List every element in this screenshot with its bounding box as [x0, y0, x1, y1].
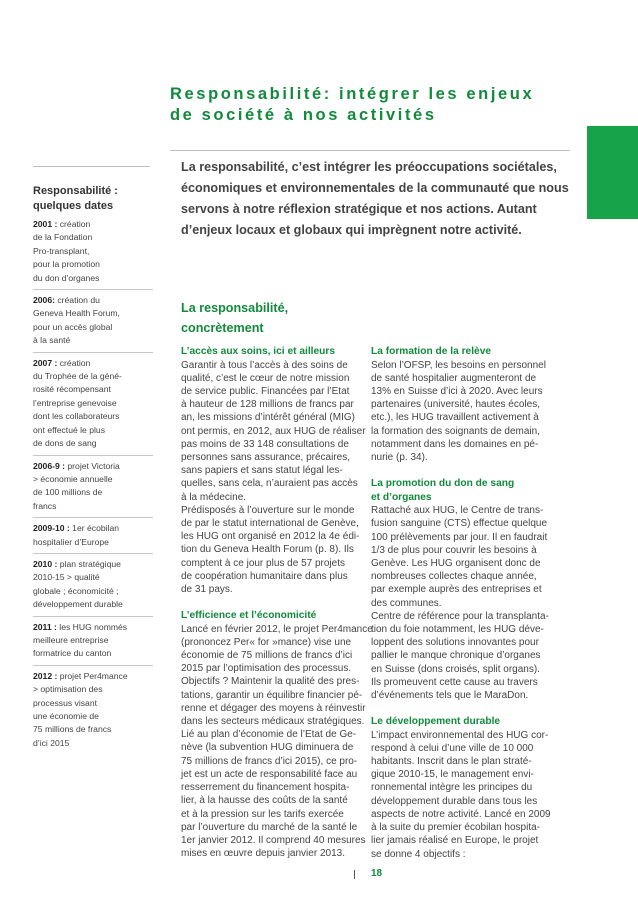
body-text-line: 13% en Suisse d’ici à 2020. Avec leurs [371, 385, 543, 397]
body-text-line: aspects de notre activité. Lancé en 2009 [371, 808, 551, 820]
timeline-line [33, 536, 153, 549]
body-text-line: se donne 4 objectifs : [371, 848, 466, 860]
timeline-line [33, 218, 153, 231]
timeline-text: rosité récompensant [33, 384, 111, 395]
title-line: Responsabilité: intégrer les enjeux [170, 85, 535, 103]
sidebar-title [33, 184, 153, 214]
timeline-entry [33, 558, 153, 617]
body-text-line: tion du Geneva Health Forum (p. 8). Ils [181, 544, 354, 556]
timeline-text: processus visant [33, 697, 98, 708]
body-text-line: de service public. Financées par l’Etat [181, 385, 350, 397]
body-text-line: lier jamais réalisé en Europe, le projet [371, 835, 539, 847]
timeline-line [33, 500, 153, 513]
timeline-text: francs [33, 500, 57, 511]
timeline-line [33, 486, 153, 499]
body-text-line: de santé hospitalier augmenteront de [371, 372, 537, 384]
timeline-year: 2006-9 : [33, 460, 66, 471]
body-text-line: loppent des solutions innovantes pour [371, 637, 539, 649]
timeline-line [33, 683, 153, 696]
timeline-text: création du [54, 295, 100, 306]
intro-line: La responsabilité, c’est intégrer les préoccupations sociétales, [181, 160, 557, 174]
body-text-line: des communes. [371, 597, 442, 609]
timeline-line [33, 598, 153, 611]
timeline-line [33, 522, 153, 535]
timeline-line [33, 460, 153, 473]
body-text-line: à la suite du premier écobilan hospita- [371, 822, 540, 834]
body-text-line: Objectifs ? Maintenir la qualité des pres- [181, 676, 360, 688]
timeline-text: 75 millions de francs [33, 724, 112, 735]
timeline-entry [33, 621, 153, 666]
subsection-heading: L’efficience et l’économicité [181, 610, 317, 622]
timeline-line [33, 424, 153, 437]
timeline-line [33, 437, 153, 450]
section-heading [181, 298, 421, 338]
timeline-text: 1er écobilan [69, 523, 120, 534]
timeline-text: projet Per4mance [57, 670, 128, 681]
timeline-line [33, 697, 153, 710]
timeline-text: pour un accès global [33, 321, 113, 332]
timeline-year: 2010 : [33, 558, 58, 569]
timeline-line [33, 710, 153, 723]
timeline-line [33, 397, 153, 410]
timeline-line [33, 370, 153, 383]
body-text-line: 75 millions de francs d’ici 2015), ce pro- [181, 755, 358, 767]
body-text-line: en Suisse (dons croisés, split organs). [371, 663, 540, 675]
timeline-year: 2009-10 : [33, 523, 70, 534]
text-column-left [181, 345, 373, 860]
body-text-line: Centre de référence pour la transplanta- [371, 610, 549, 622]
body-text-line: de coopération humanitaire dans plus [181, 570, 348, 582]
divider [33, 166, 150, 167]
timeline-entry [33, 522, 153, 554]
body-text-line: tations, garantir un équilibre financier pé- [181, 689, 363, 701]
timeline-text: pour la promotion [33, 259, 100, 270]
body-text-line: économie de 75 millions de francs d’ici [181, 650, 353, 662]
timeline-line [33, 634, 153, 647]
timeline-text: création [57, 219, 91, 229]
body-text-line: respond à celui d’une ville de 10 000 [371, 742, 534, 754]
timeline-entries [33, 218, 153, 754]
timeline-line [33, 272, 153, 285]
timeline-line [33, 357, 153, 370]
timeline-text: Geneva Health Forum, [33, 308, 120, 319]
intro-line: servons à notre réflexion stratégique et nos actions. Autant [181, 202, 537, 216]
body-text-line: tion du foie notamment, les HUG déve- [371, 623, 544, 635]
timeline-line [33, 585, 153, 598]
body-text-line: jet est un acte de responsabilité face au [181, 768, 358, 780]
timeline-text: hospitalier d’Europe [33, 536, 109, 547]
body-text-line: renne et dégager des moyens à réinvestir [181, 702, 366, 714]
timeline-line [33, 258, 153, 271]
title-line: de société à nos activités [170, 106, 437, 124]
sidebar-title-line: Responsabilité : [33, 185, 118, 197]
body-text-line: Genève. Les HUG organisent donc de [371, 557, 541, 569]
body-text-line: etc.), les HUG travaillent activement à [371, 412, 539, 424]
body-text-line: par exemple auprès des entreprises et [371, 584, 542, 596]
body-text-line: qualité, c’est le cœur de notre mission [181, 372, 350, 384]
body-text-line: développement durable dans tous les [371, 795, 538, 807]
body-text-line: lier, à la hausse des coûts de la santé [181, 795, 348, 807]
timeline-line [33, 473, 153, 486]
body-text-line: gique 2010-15, le management envi- [371, 769, 534, 781]
timeline-text: de la Fondation [33, 232, 93, 243]
timeline-year: 2011 : [33, 621, 57, 632]
timeline-line [33, 321, 153, 334]
timeline-text: ont effectué le plus [33, 424, 105, 435]
timeline-text: du Trophée de la géné- [33, 371, 122, 382]
body-text-line: la formation des soignants de demain, [371, 425, 540, 437]
timeline-text: de dons de sang [33, 438, 97, 449]
section-heading-line: concrètement [181, 321, 264, 335]
body-text-line: nombreuses collectes chaque année, [371, 571, 537, 583]
body-text-line: fusion sanguine (CTS) effectue quelque [371, 518, 548, 530]
paragraph-gap [371, 702, 551, 715]
body-text-line: L’impact environnemental des HUG cor- [371, 729, 549, 741]
timeline-text: développement durable [33, 599, 123, 610]
body-text-line: à la médecine. [181, 491, 247, 503]
green-accent-bar [587, 126, 638, 219]
body-text-line: comptent à ce jour plus de 57 projets [181, 557, 345, 569]
subsection-heading: Le développement durable [371, 716, 501, 728]
timeline-text: dont les collaborateurs [33, 411, 120, 422]
page-number: 18 [371, 868, 383, 879]
timeline-text: Pro-transplant, [33, 245, 90, 256]
timeline-line [33, 294, 153, 307]
timeline-entry [33, 294, 153, 353]
timeline-line [33, 571, 153, 584]
body-text-line: Lié au plan d’économie de l’Etat de Ge- [181, 729, 357, 741]
body-text-line: Lancé en février 2012, le projet Per4mance [181, 623, 373, 635]
timeline-line [33, 410, 153, 423]
timeline-text: > optimisation des [33, 684, 103, 695]
body-text-line: pas moins de 33 148 consultations de [181, 438, 349, 450]
subsection-heading: La promotion du don de sang [371, 478, 515, 490]
body-text-line: 1/3 de plus pour couvrir les besoins à [371, 544, 537, 556]
timeline-year: 2007 : [33, 357, 58, 368]
body-text-line: quelles, sans cela, n’auraient pas accès [181, 478, 358, 490]
subsection-heading: et d’organes [371, 491, 432, 503]
timeline-line [33, 670, 153, 683]
body-text-line: Garantir à tous l’accès à des soins de [181, 359, 348, 371]
subsection-heading: La formation de la relève [371, 346, 492, 357]
body-text-line: resserrement du financement hospita- [181, 782, 350, 794]
timeline-line [33, 723, 153, 736]
timeline-line [33, 558, 153, 571]
sidebar-title-line: quelques dates [33, 200, 114, 212]
timeline-text: formatrice du canton [33, 648, 112, 659]
body-text-line: (prononcez Per« for »mance) vise une [181, 636, 352, 648]
body-text-line: pallier le manque chronique d’organes [371, 650, 541, 662]
body-text-line: mises en œuvre depuis janvier 2013. [181, 848, 345, 860]
paragraph-gap [181, 596, 361, 609]
body-text-line: sans papiers et sans statut légal les- [181, 465, 343, 477]
timeline-text: du don d’organes [33, 272, 100, 283]
timeline-text: à la santé [33, 335, 71, 346]
text-column-right [371, 345, 551, 861]
body-text-line: nurie (p. 34). [371, 451, 428, 463]
body-text-line: et à la pression sur les tarifs exercée [181, 808, 344, 820]
body-text-line: habitants. Inscrit dans le plan straté- [371, 756, 532, 768]
timeline-sidebar [33, 184, 153, 754]
body-text-line: les HUG ont organisé en 2012 la 4e édi- [181, 531, 360, 543]
body-text-line: an, les missions d’intérêt général (MIG) [181, 412, 355, 424]
timeline-line [33, 647, 153, 660]
timeline-text: les HUG nommés [56, 621, 128, 632]
timeline-text: globale ; économicité ; [33, 585, 119, 596]
body-text-line: 2015 par l’optimisation des processus. [181, 663, 352, 675]
timeline-line [33, 231, 153, 244]
timeline-line [33, 621, 153, 634]
timeline-line [33, 307, 153, 320]
timeline-entry [33, 460, 153, 519]
body-text-line: Rattaché aux HUG, le Centre de trans- [371, 505, 544, 517]
timeline-year: 2001 : [33, 219, 58, 229]
timeline-text: 2010-15 > qualité [33, 572, 100, 583]
body-text-line: d’événements tels que le MaraDon. [371, 689, 529, 701]
timeline-text: de 100 millions de [33, 487, 103, 498]
body-text-line: Prédisposés à l’ouverture sur le monde [181, 504, 355, 516]
intro-line: économiques et environnementales de la communauté que nous [181, 181, 569, 195]
timeline-line [33, 737, 153, 750]
timeline-line [33, 245, 153, 258]
body-text-line: à hauteur de 128 millions de francs par [181, 399, 354, 411]
subsection-heading: L’accès aux soins, ici et ailleurs [181, 346, 336, 357]
timeline-text: l’entreprise genevoise [33, 397, 117, 408]
timeline-text: projet Victoria [65, 460, 120, 471]
paragraph-gap [371, 464, 551, 477]
page-number-divider [354, 870, 355, 879]
body-text-line: personnes sans assurance, précaires, [181, 451, 350, 463]
divider [170, 150, 570, 151]
body-text-line: de par le statut international de Genève, [181, 517, 359, 529]
body-text-line: Ils promeuvent cette cause au travers [371, 676, 538, 688]
timeline-text: > économie annuelle [33, 473, 113, 484]
intro-line: d’enjeux locaux et globaux qui imprègnent notre activité. [181, 223, 522, 237]
body-text-line: dans les secteurs médicaux stratégiques. [181, 716, 365, 728]
timeline-text: une économie de [33, 711, 99, 721]
body-text-line: Selon l’OFSP, les besoins en personnel [371, 359, 546, 371]
section-heading-line: La responsabilité, [181, 301, 289, 315]
intro-paragraph [181, 157, 569, 241]
timeline-text: d’ici 2015 [33, 737, 70, 748]
page-title [170, 84, 570, 126]
timeline-line [33, 383, 153, 396]
timeline-entry [33, 218, 153, 290]
body-text-line: de 31 pays. [181, 583, 233, 595]
body-text-line: partenaires (université, hautes écoles, [371, 399, 540, 411]
body-text-line: notamment dans les domaines en pé- [371, 438, 539, 450]
body-text-line: ont permis, en 2012, aux HUG de réaliser [181, 425, 366, 437]
timeline-text: plan stratégique [57, 558, 121, 569]
timeline-year: 2006: [33, 295, 55, 306]
body-text-line: ronnemental intègre les principes du [371, 782, 533, 794]
body-text-line: 100 prélèvements par jour. Il en faudrait [371, 531, 548, 543]
timeline-entry [33, 670, 153, 754]
timeline-text: création [57, 357, 91, 368]
timeline-line [33, 334, 153, 347]
timeline-entry [33, 357, 153, 456]
body-text-line: nève (la subvention HUG diminuera de [181, 742, 354, 754]
timeline-year: 2012 : [33, 670, 58, 681]
body-text-line: 1er janvier 2012. Il comprend 40 mesures [181, 834, 366, 846]
timeline-text: meilleure entreprise [33, 634, 109, 645]
body-text-line: par l’ouverture du marché de la santé le [181, 821, 358, 833]
